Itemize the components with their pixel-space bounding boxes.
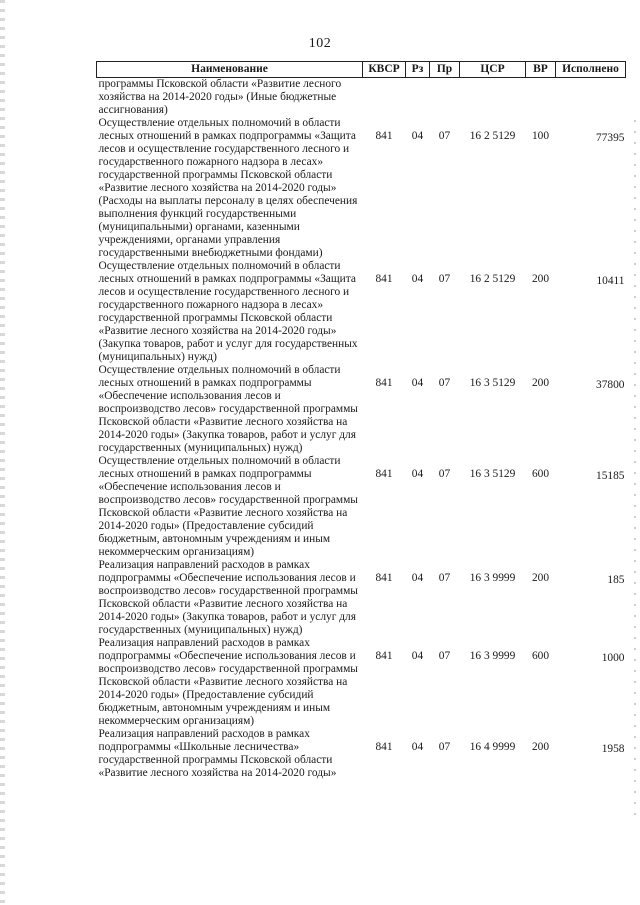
header-amount: Исполнено <box>556 62 626 78</box>
row-name: Осуществление отдельных полномочий в области лесных отношений в рамках подпрограммы «Обеспечение использования лесов и воспроизводство лесов» государственной программы Псковской области «Развитие лесного хозяйства на 2014-2020 годы» (Предоставление субсидий бюджетным, автономным учреждениям и иным некоммерческим организациям) <box>98 455 358 558</box>
row-csr: 16 3 5129 <box>469 468 516 480</box>
page-number: 102 <box>308 36 332 51</box>
row-name: Осуществление отдельных полномочий в области лесных отношений в рамках подпрограммы «Защита лесов и осуществление государственного лесного и государственного пожарного надзора в лесах» государственной программы Псковской области «Развитие лесного хозяйства на 2014-2020 годы» (Расходы на выплаты персоналу в целях обеспечения выполнения функций государственными (муниципальными) органами, казенными учреждениями, органами управления государственными внебюджетными фондами) <box>98 117 358 259</box>
header-name: Наименование <box>97 62 363 78</box>
row-amount: 77395 <box>596 132 625 144</box>
header-vr: ВР <box>526 62 556 78</box>
row-pr: 07 <box>438 650 451 662</box>
row-kvsr: 841 <box>375 130 393 142</box>
row-pr: 07 <box>438 377 451 389</box>
row-pr: 07 <box>438 273 451 285</box>
scan-right-edge <box>634 120 636 820</box>
row-vr: 200 <box>531 741 550 753</box>
row-csr: 16 3 5129 <box>469 377 516 389</box>
row-rz: 04 <box>411 130 424 142</box>
row-amount: 15185 <box>596 470 625 482</box>
table-row <box>97 728 626 780</box>
row-name: Реализация направлений расходов в рамках подпрограммы «Обеспечение использования лесов и воспроизводство лесов» государственной программы Псковской области «Развитие лесного хозяйства на 2014-2020 годы» (Закупка товаров, работ и услуг для государственных (муниципальных) нужд) <box>98 559 358 636</box>
row-amount: 10411 <box>596 275 625 287</box>
table-row <box>97 559 626 637</box>
header-row <box>97 62 626 78</box>
row-csr: 16 2 5129 <box>469 273 516 285</box>
row-rz: 04 <box>411 741 424 753</box>
row-rz: 04 <box>411 273 424 285</box>
row-vr: 200 <box>531 377 550 389</box>
table-row <box>97 364 626 455</box>
row-kvsr: 841 <box>375 741 393 753</box>
row-rz: 04 <box>411 468 424 480</box>
row-kvsr: 841 <box>375 468 393 480</box>
row-amount: 1000 <box>601 652 625 664</box>
row-kvsr: 841 <box>375 650 393 662</box>
table-row <box>97 260 626 364</box>
row-name: Реализация направлений расходов в рамках подпрограммы «Школьные лесничества» государственной программы Псковской области «Развитие лесного хозяйства на 2014-2020 годы» <box>98 728 337 779</box>
row-amount: 185 <box>607 574 625 586</box>
row-name: Реализация направлений расходов в рамках подпрограммы «Обеспечение использования лесов и воспроизводство лесов» государственной программы Псковской области «Развитие лесного хозяйства на 2014-2020 годы» (Предоставление субсидий бюджетным, автономным учреждениям и иным некоммерческим организациям) <box>98 637 358 727</box>
row-vr: 600 <box>531 468 550 480</box>
row-csr: 16 3 9999 <box>469 572 516 584</box>
row-csr: 16 3 9999 <box>469 650 516 662</box>
row-vr: 600 <box>531 650 550 662</box>
row-vr: 100 <box>531 130 550 142</box>
row-vr: 200 <box>531 572 550 584</box>
row-rz: 04 <box>411 650 424 662</box>
scan-left-edge <box>0 0 5 905</box>
table-row <box>97 455 626 559</box>
row-name: Осуществление отдельных полномочий в области лесных отношений в рамках подпрограммы «Обеспечение использования лесов и воспроизводство лесов» государственной программы Псковской области «Развитие лесного хозяйства на 2014-2020 годы» (Закупка товаров, работ и услуг для государственных (муниципальных) нужд) <box>98 364 358 454</box>
row-name: Осуществление отдельных полномочий в области лесных отношений в рамках подпрограммы «Защита лесов и осуществление государственного лесного и государственного пожарного надзора в лесах» государственной программы Псковской области «Развитие лесного хозяйства на 2014-2020 годы» (Закупка товаров, работ и услуг для государственных (муниципальных) нужд) <box>98 260 358 363</box>
header-csr: ЦСР <box>460 62 526 78</box>
row-kvsr: 841 <box>375 572 393 584</box>
row-pr: 07 <box>438 741 451 753</box>
row-csr: 16 2 5129 <box>469 130 516 142</box>
row-rz: 04 <box>411 572 424 584</box>
header-rz: Рз <box>406 62 430 78</box>
continuation-row <box>97 78 626 118</box>
row-pr: 07 <box>438 468 451 480</box>
row-rz: 04 <box>411 377 424 389</box>
row-kvsr: 841 <box>375 377 393 389</box>
table-row <box>97 637 626 728</box>
row-pr: 07 <box>438 572 451 584</box>
header-kvsr: КВСР <box>363 62 406 78</box>
row-kvsr: 841 <box>375 273 393 285</box>
row-vr: 200 <box>531 273 550 285</box>
row-amount: 37800 <box>596 379 625 391</box>
header-pr: Пр <box>430 62 460 78</box>
row-csr: 16 4 9999 <box>469 741 516 753</box>
continuation-text: программы Псковской области «Развитие лесного хозяйства на 2014-2020 годы» (Иные бюджетные ассигнования) <box>98 78 342 116</box>
budget-table <box>96 61 626 780</box>
row-amount: 1958 <box>601 743 625 755</box>
table-row <box>97 117 626 260</box>
table-header <box>97 62 626 78</box>
row-pr: 07 <box>438 130 451 142</box>
